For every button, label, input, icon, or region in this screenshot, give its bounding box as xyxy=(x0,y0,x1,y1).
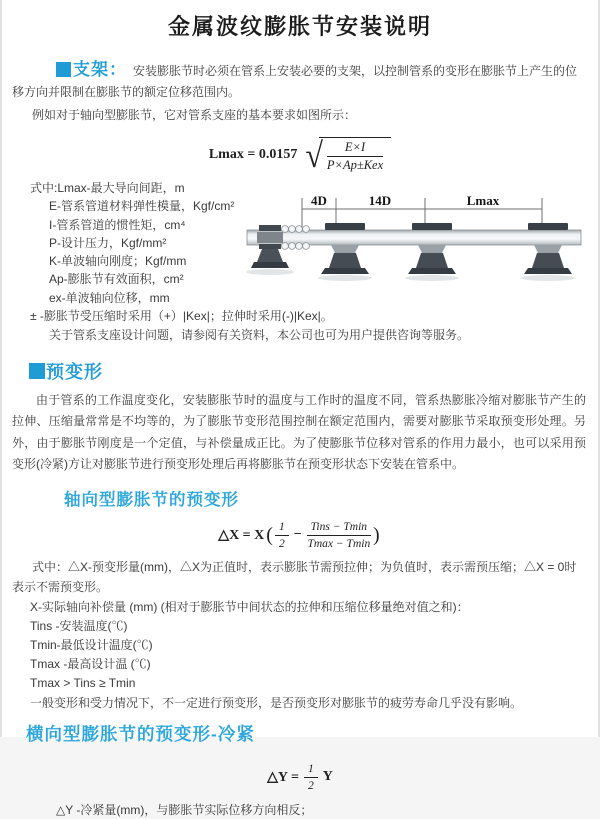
half-numerator: 1 xyxy=(304,762,318,778)
temp-numerator: Tins − Tmin xyxy=(307,520,371,536)
axial-formula-lhs: △X = X xyxy=(218,527,265,543)
support-section-title: 支架： xyxy=(73,60,127,79)
definition-line: P-设计压力，Kgf/mm² xyxy=(49,235,167,250)
right-paren: ) xyxy=(373,523,380,546)
axial-formula xyxy=(2,520,598,551)
axial-definition-line: Tmax > Tins ≥ Tmin xyxy=(30,676,136,691)
radical-sign: √ xyxy=(305,135,323,175)
predeform-paragraph: 由于管系的工作温度变化，安装膨胀节时的温度与工作时的温度不同，管系热膨胀冷缩对膨胀节产生的拉伸、压缩量常常是不均等的，为了膨胀节变形范围控制在额定范围内，需要对膨胀节采取预变形处理。另外，由于膨胀节刚度是一个定值，与补偿量成正比。为了使膨胀节位移对管系的作用力最小，也可以采用预变形(冷紧)方让对膨胀节进行预变形处理后再将膨胀节在预变形状态下安装在管系中。 xyxy=(12,392,586,472)
definition-line: E-管系管道材料弹性模量，Kgf/cm² xyxy=(49,199,235,214)
half-denominator: 2 xyxy=(278,537,285,550)
temp-denominator: Tmax − Tmin xyxy=(307,537,371,550)
definition-line: I-管系管道的惯性矩，cm⁴ xyxy=(49,217,186,232)
lmax-formula-root xyxy=(319,137,391,173)
section-marker-icon xyxy=(29,363,45,379)
lateral-formula-rhs: Y xyxy=(322,769,333,785)
support-paragraph-text: 安装膨胀节时必须在管系上安装必要的支架，以控制管系的变形在膨胀节上产生的位移方向并限制在膨胀节的额定位移范围内。 xyxy=(12,64,578,99)
lateral-formula xyxy=(2,762,598,793)
definition-line: 式中:Lmax-最大导向间距，m xyxy=(30,181,185,195)
axial-formula-half xyxy=(275,520,289,551)
axial-note-line: 一般变形和受力情况下，不一定进行预变形，是否预变形对膨胀节的疲劳寿命几乎没有影响。 xyxy=(30,695,523,710)
support-intro-paragraph xyxy=(12,59,586,103)
axial-definition-line: X-实际轴向补偿量 (mm) (相对于膨胀节中间状态的拉伸和压缩位移量绝对值之和)： xyxy=(30,599,469,614)
predeform-section-title: 预变形 xyxy=(46,361,103,382)
definition-line: ex-单波轴向位移，mm xyxy=(49,290,170,305)
lmax-formula xyxy=(2,137,598,173)
axial-definition-list xyxy=(2,598,598,713)
definition-line: K-单波轴向刚度；Kgf/mm xyxy=(49,254,187,269)
lmax-formula-numerator: E×I xyxy=(327,140,383,157)
half-numerator: 1 xyxy=(275,520,289,536)
definition-line: ± -膨胀节受压缩时采用（+）|Kex|；拉伸时采用(-)|Kex|。 xyxy=(30,309,333,324)
dimension-label-lmax: Lmax xyxy=(466,193,500,208)
left-paren: ( xyxy=(266,523,273,546)
axial-definition-line: Tmin-最低设计温度(℃) xyxy=(30,638,153,653)
axial-subheading: 轴向型膨胀节的预变形 xyxy=(64,490,239,509)
axial-formula-temp-ratio xyxy=(307,520,371,551)
axial-explanation-paragraph: 式中：△X-预变形量(mm)，△X为正值时，表示膨胀节需预拉伸；为负值时，表示需预压缩；△X = 0时表示不需预变形。 xyxy=(12,559,577,595)
lmax-formula-fraction xyxy=(327,140,383,173)
dimension-label-14d: 14D xyxy=(368,193,392,208)
definition-line: 关于管系支座设计问题，请参阅有关资料，本公司也可为用户提供咨询等服务。 xyxy=(49,328,470,343)
section-marker-icon xyxy=(56,62,71,77)
minus-operator: − xyxy=(293,527,302,543)
axial-definition-line: Tmax -最高设计温 (℃) xyxy=(30,657,151,672)
pipe-support-diagram xyxy=(245,192,600,288)
lateral-formula-half xyxy=(304,762,318,793)
axial-definition-line: Tins -安装温度(℃) xyxy=(30,618,128,633)
predeform-section-header xyxy=(29,358,598,384)
definition-line: Ap-膨胀节有效面积，cm² xyxy=(49,272,184,287)
half-denominator: 2 xyxy=(307,779,314,792)
lateral-formula-lhs: △Y = xyxy=(267,769,299,785)
support-example-paragraph: 例如对于轴向型膨胀节，它对管系支座的基本要求如图所示： xyxy=(32,108,357,122)
lmax-formula-denominator: P×Ap±Kex xyxy=(326,158,384,172)
dimension-label-4d: 4D xyxy=(311,193,327,208)
lateral-definition-line: △Y -冷紧量(mm)，与膨胀节实际位移方向相反； xyxy=(56,802,313,817)
lateral-subheading: 横向型膨胀节的预变形-冷紧 xyxy=(26,723,255,744)
page-title: 金属波纹膨胀节安装说明 xyxy=(167,14,432,39)
lmax-formula-lhs: Lmax = 0.0157 xyxy=(208,147,298,162)
